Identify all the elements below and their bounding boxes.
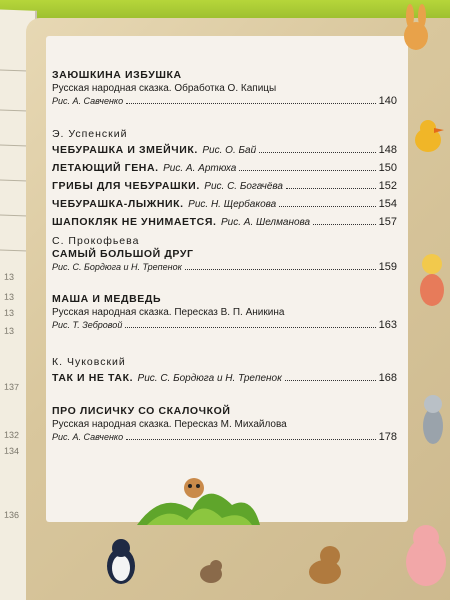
story-title: МАША И МЕДВЕДЬ — [52, 293, 162, 305]
illustrator-credit: Рис. С. Бордюга и Н. Трепенок — [52, 262, 182, 272]
author-name: К. Чуковский — [52, 356, 126, 368]
story-title: ТАК И НЕ ТАК. — [52, 372, 134, 384]
raccoon-icon — [420, 390, 446, 450]
duck-icon — [410, 116, 446, 156]
story-title: ЛЕТАЮЩИЙ ГЕНА. — [52, 162, 159, 174]
story-title: ЗАЮШКИНА ИЗБУШКА — [52, 69, 182, 81]
dot-leader — [185, 269, 376, 270]
toc-row — [52, 140, 397, 158]
toc-row — [52, 319, 397, 331]
story-subtitle: Русская народная сказка. Пересказ М. Михайлова — [52, 419, 287, 430]
left-page-number: 134 — [4, 445, 20, 457]
story-title: САМЫЙ БОЛЬШОЙ ДРУГ — [52, 248, 194, 260]
toc-row — [52, 212, 397, 230]
dot-leader — [126, 103, 375, 104]
left-page-number: 132 — [4, 429, 20, 441]
penguin-icon — [104, 536, 138, 586]
illustrator-credit: Рис. А. Артюха — [163, 163, 237, 174]
page-number: 154 — [378, 198, 397, 210]
illustrator-credit: Рис. А. Савченко — [52, 96, 124, 106]
toc-row — [52, 261, 397, 273]
page-number: 152 — [378, 180, 397, 192]
toc-entry — [52, 356, 397, 386]
dot-leader — [313, 224, 376, 225]
dot-leader — [286, 188, 376, 189]
toc-entry — [52, 68, 397, 107]
toc-entry — [52, 235, 397, 273]
toc-row — [52, 194, 397, 212]
toc-entry — [52, 404, 397, 443]
toc-entry — [52, 292, 397, 331]
page-number: 168 — [378, 372, 397, 384]
dot-leader — [279, 206, 375, 207]
page-number: 157 — [378, 216, 397, 228]
story-title: ЧЕБУРАШКА-ЛЫЖНИК. — [52, 198, 184, 210]
toc-row — [52, 431, 397, 443]
story-subtitle: Русская народная сказка. Обработка О. Капицы — [52, 83, 277, 94]
dot-leader — [125, 327, 375, 328]
contents-panel — [46, 36, 408, 522]
cartoon-bush-illustration — [132, 470, 262, 530]
left-page-number: 13 — [4, 271, 15, 283]
chick-icon — [416, 250, 448, 310]
illustrator-credit: Рис. С. Богачёва — [204, 181, 283, 192]
dot-leader — [126, 439, 375, 440]
dog-icon — [300, 538, 350, 588]
story-subtitle: Русская народная сказка. Пересказ В. П. Аникина — [52, 307, 285, 318]
author-name: С. Прокофьева — [52, 235, 140, 247]
toc-row — [52, 95, 397, 107]
bird-icon — [196, 556, 226, 586]
dot-leader — [259, 152, 376, 153]
left-page-number: 137 — [4, 381, 20, 393]
left-page-number: 13 — [4, 307, 15, 319]
left-page-number: 136 — [4, 509, 20, 521]
toc-entry — [52, 128, 397, 230]
illustrator-credit: Рис. Н. Щербакова — [188, 199, 277, 210]
illustrator-credit: Рис. С. Бордюга и Н. Трепенок — [137, 373, 282, 384]
pig-icon — [402, 520, 450, 590]
story-title: ПРО ЛИСИЧКУ СО СКАЛОЧКОЙ — [52, 405, 231, 417]
page-number: 150 — [378, 162, 397, 174]
story-title: ШАПОКЛЯК НЕ УНИМАЕТСЯ. — [52, 216, 217, 228]
dot-leader — [285, 380, 376, 381]
page-number: 148 — [378, 144, 397, 156]
illustrator-credit: Рис. А. Шелманова — [220, 217, 311, 228]
left-page-number: 13 — [4, 325, 15, 337]
toc-row — [52, 176, 397, 194]
story-title: ЧЕБУРАШКА И ЗМЕЙЧИК. — [52, 144, 198, 156]
page-number: 163 — [378, 319, 397, 331]
illustrator-credit: Рис. Т. Зебровой — [52, 320, 123, 330]
author-name: Э. Успенский — [52, 128, 128, 140]
illustrator-credit: Рис. О. Бай — [202, 145, 257, 156]
left-page-number: 13 — [4, 291, 15, 303]
rabbit-icon — [396, 4, 436, 54]
toc-row — [52, 368, 397, 386]
toc-row — [52, 158, 397, 176]
dot-leader — [239, 170, 375, 171]
page-number: 140 — [378, 95, 397, 107]
page-number: 178 — [378, 431, 397, 443]
page-number: 159 — [378, 261, 397, 273]
story-title: ГРИБЫ ДЛЯ ЧЕБУРАШКИ. — [52, 180, 200, 192]
illustrator-credit: Рис. А. Савченко — [52, 432, 124, 442]
